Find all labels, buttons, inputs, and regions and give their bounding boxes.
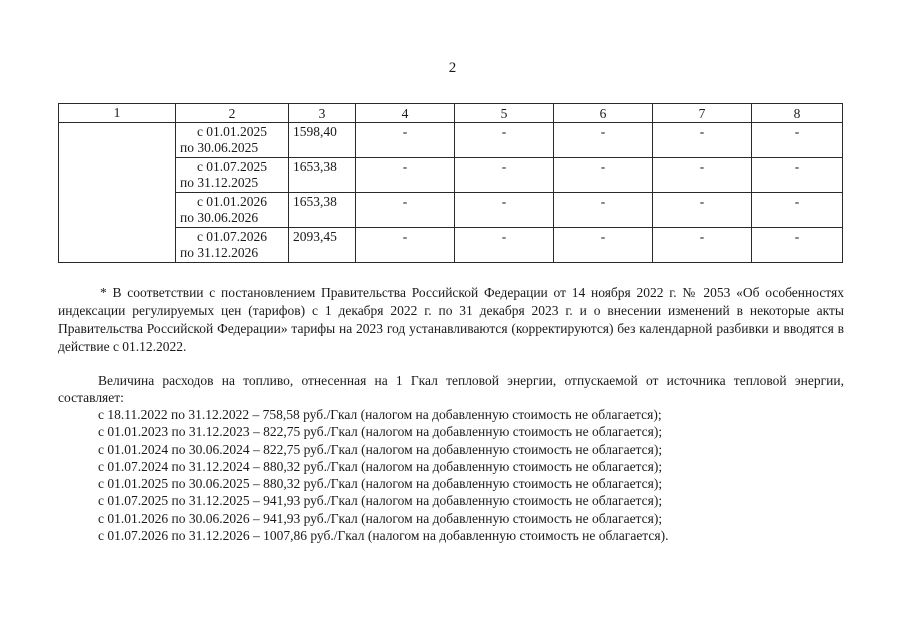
fuel-cost-section (58, 372, 844, 544)
dash-cell: - (455, 193, 554, 228)
list-item: с 01.01.2024 по 30.06.2024 – 822,75 руб./Гкал (налогом на добавленную стоимость не облагается); (98, 441, 663, 457)
header-cell: 4 (356, 104, 455, 123)
dash-cell: - (554, 193, 653, 228)
dash-cell: - (653, 228, 752, 263)
header-cell: 8 (752, 104, 843, 123)
dash-cell: - (554, 158, 653, 193)
dash-cell: - (455, 228, 554, 263)
tariff-value: 2093,45 (289, 228, 356, 263)
table-row (59, 123, 843, 158)
dash-cell: - (554, 228, 653, 263)
dash-cell: - (455, 158, 554, 193)
fuel-cost-intro: Величина расходов на топливо, отнесенная на 1 Гкал тепловой энергии, отпускаемой от источника тепловой энергии, составляет: (58, 373, 844, 405)
dash-cell: - (752, 123, 843, 158)
dash-cell: - (356, 228, 455, 263)
list-item: с 18.11.2022 по 31.12.2022 – 758,58 руб./Гкал (налогом на добавленную стоимость не облагается); (98, 407, 662, 422)
tariff-value: 1653,38 (289, 158, 356, 193)
dash-cell: - (356, 158, 455, 193)
period-end: по 31.12.2025 (180, 175, 259, 190)
dash-cell: - (653, 193, 752, 228)
dash-cell: - (455, 123, 554, 158)
period-start: с 01.01.2025 (196, 124, 268, 139)
list-item: с 01.01.2023 по 31.12.2023 – 822,75 руб./Гкал (налогом на добавленную стоимость не облагается); (98, 424, 663, 440)
dash-cell: - (653, 158, 752, 193)
table-row (59, 158, 843, 193)
period-start: с 01.07.2026 (196, 229, 268, 244)
table-header-row (59, 104, 843, 123)
list-item: с 01.01.2025 по 30.06.2025 – 880,32 руб./Гкал (налогом на добавленную стоимость не облагается); (98, 476, 663, 492)
list-item: с 01.07.2026 по 31.12.2026 – 1007,86 руб./Гкал (налогом на добавленную стоимость не облагается). (98, 528, 669, 544)
header-cell: 1 (59, 104, 176, 123)
list-item: с 01.01.2026 по 30.06.2026 – 941,93 руб./Гкал (налогом на добавленную стоимость не облагается); (98, 510, 663, 526)
period-cell (176, 123, 289, 158)
dash-cell: - (752, 193, 843, 228)
footnote-text: * В соответствии с постановлением Правительства Российской Федерации от 14 ноября 2022 г. № 2053 «Об особенностях индексации регулируемых цен (тарифов) с 1 декабря 2022 г. по 31 декабря 2023 г. и о внесении изменений в некоторые акты Правительства Российской Федерации» тарифы на 2023 год устанавливаются (корректируются) без календарной разбивки и вводятся в действие с 01.12.2022. (58, 285, 844, 354)
period-start: с 01.07.2025 (196, 159, 268, 174)
period-start: с 01.01.2026 (196, 194, 268, 209)
period-cell (176, 228, 289, 263)
tariff-table (58, 103, 843, 263)
dash-cell: - (653, 123, 752, 158)
period-end: по 30.06.2026 (180, 210, 259, 225)
dash-cell: - (356, 193, 455, 228)
list-item: с 01.07.2025 по 31.12.2025 – 941,93 руб./Гкал (налогом на добавленную стоимость не облагается); (98, 493, 663, 509)
period-cell (176, 158, 289, 193)
merged-empty-cell (59, 123, 176, 263)
period-cell (176, 193, 289, 228)
dash-cell: - (554, 123, 653, 158)
header-cell: 6 (554, 104, 653, 123)
footnote (58, 284, 844, 356)
header-cell: 7 (653, 104, 752, 123)
page-number: 2 (448, 60, 457, 76)
tariff-value: 1598,40 (289, 123, 356, 158)
header-cell: 5 (455, 104, 554, 123)
table-row (59, 228, 843, 263)
table-row (59, 193, 843, 228)
header-cell: 3 (289, 104, 356, 123)
dash-cell: - (356, 123, 455, 158)
fuel-cost-list (58, 406, 844, 544)
period-end: по 30.06.2025 (180, 140, 259, 155)
tariff-value: 1653,38 (289, 193, 356, 228)
dash-cell: - (752, 158, 843, 193)
list-item: с 01.07.2024 по 31.12.2024 – 880,32 руб./Гкал (налогом на добавленную стоимость не облагается); (98, 458, 663, 474)
dash-cell: - (752, 228, 843, 263)
period-end: по 31.12.2026 (180, 245, 259, 260)
header-cell: 2 (176, 104, 289, 123)
